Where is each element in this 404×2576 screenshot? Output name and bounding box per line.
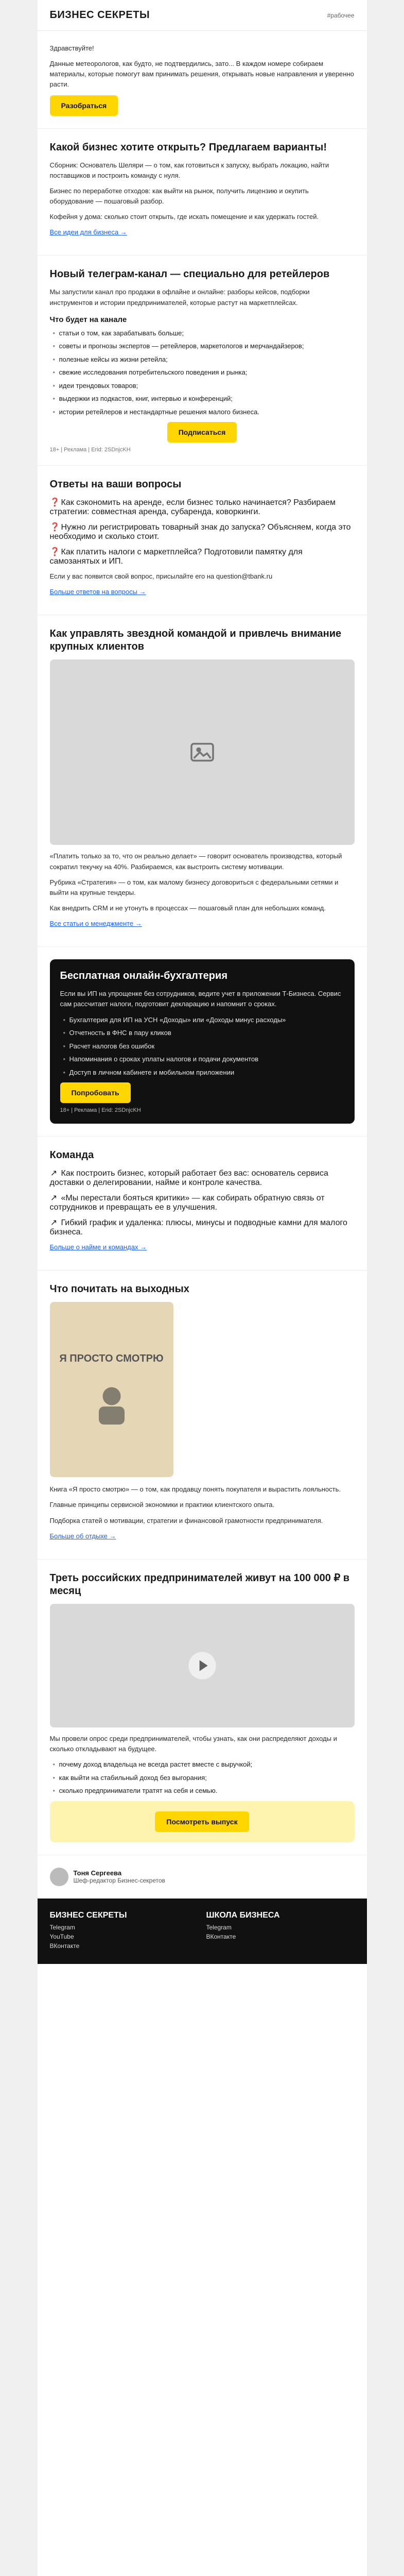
team-section <box>38 1136 367 1270</box>
weekend-more-link[interactable]: Больше об отдыхе → <box>49 1532 116 1540</box>
telegram-channel-list-item: • свежие исследования потребительского поведения и рынка; <box>50 367 355 378</box>
accounting-card <box>50 959 355 1124</box>
telegram-channel-list-item: • статьи о том, как зарабатывать больше; <box>50 328 355 338</box>
telegram-channel-text: Мы запустили канал про продажи в офлайне и онлайне: разборы кейсов, подборки инструментов и истории предпринимателей, которые растут на маркетплейсах. <box>49 288 310 307</box>
intro-greeting: Здравствуйте! <box>49 44 94 52</box>
management-section <box>38 615 367 946</box>
intro-cta-button[interactable]: Разобраться <box>50 95 118 116</box>
qa-email-note: Если у вас появится свой вопрос, присылайте его на question@tbank.ru <box>49 572 273 581</box>
book-title: Я ПРОСТО СМОТРЮ <box>59 1352 164 1364</box>
accounting-list-item: • Отчетность в ФНС в пару кликов <box>60 1028 344 1038</box>
business-ideas-section <box>38 128 367 256</box>
team-more-link[interactable]: Больше о найме и командах → <box>49 1243 147 1251</box>
accounting-section <box>38 946 367 1136</box>
management-paragraph-3[interactable]: Как внедрить CRM и не утонуть в процессах — пошаговый план для небольших команд. <box>49 904 326 912</box>
ad-meta: 18+ | Реклама | Erid: 2SDnjcKH <box>49 447 131 453</box>
footer-col-left <box>50 1911 198 1952</box>
arrow-icon: ↗ <box>50 1169 58 1178</box>
telegram-channel-list-item: • советы и прогнозы экспертов — ретейлеров, маркетологов и мерчандайзеров; <box>50 341 355 351</box>
accounting-list-item: • Бухгалтерия для ИП на УСН «Доходы» или «Доходы минус расходы» <box>60 1015 344 1025</box>
footer-link-vk-right[interactable]: ВКонтакте <box>206 1933 236 1941</box>
qa-more-link[interactable]: Больше ответов на вопросы → <box>49 588 146 596</box>
business-idea-item-1[interactable]: Сборник: Основатель Шеляри — о том, как готовиться к запуску, выбрать локацию, найти поставщиков и построить команду с нуля. <box>49 161 329 179</box>
income-list-item: • почему доход владельца не всегда растет вместе с выручкой; <box>50 1759 355 1770</box>
qa-item-1[interactable] <box>50 497 355 517</box>
qa-item-text: Нужно ли регистрировать товарный знак до запуска? Объясняем, когда это необходимо и сколько стоит. <box>49 523 351 541</box>
team-item-2[interactable] <box>50 1193 355 1212</box>
telegram-channel-list-item: • полезные кейсы из жизни ретейла; <box>50 354 355 365</box>
brand-logo[interactable]: БИЗНЕС СЕКРЕТЫ <box>49 9 150 21</box>
author-avatar <box>50 1868 68 1886</box>
footer-link-youtube-left[interactable]: YouTube <box>49 1933 74 1941</box>
author-role: Шеф-редактор Бизнес-секретов <box>73 1877 165 1885</box>
telegram-channel-list-item: • истории ретейлеров и нестандартные решения малого бизнеса. <box>50 407 355 417</box>
issue-tag[interactable]: #рабочее <box>327 11 355 19</box>
question-icon: ❓ <box>49 523 60 532</box>
arrow-icon: ↗ <box>50 1218 58 1228</box>
footer <box>38 1899 367 1964</box>
income-cta-wrap <box>60 1811 344 1832</box>
management-paragraph-2[interactable]: Рубрика «Стратегия» — о том, как малому бизнесу договориться с федеральными сетями и выйти на крупные тендеры. <box>49 878 339 896</box>
weekend-item-3[interactable]: Подборка статей о мотивации, стратегии и финансовой грамотности предпринимателя. <box>49 1516 323 1524</box>
management-title: Как управлять звездной командой и привлечь внимание крупных клиентов <box>49 628 342 653</box>
telegram-channel-list-title: Что будет на канале <box>49 315 127 324</box>
income-intro: Мы провели опрос среди предпринимателей, чтобы узнать, как они распределяют доходы и сколько откладывают на будущее. <box>49 1734 337 1753</box>
telegram-channel-list-item: • идеи трендовых товаров; <box>50 381 355 391</box>
image-icon <box>188 738 217 767</box>
income-video-thumbnail[interactable] <box>50 1604 355 1727</box>
try-button[interactable]: Попробовать <box>60 1082 131 1103</box>
footer-brand-right[interactable]: ШКОЛА БИЗНЕСА <box>206 1910 280 1920</box>
weekend-reading-title: Что почитать на выходных <box>49 1283 189 1295</box>
watch-episode-button[interactable]: Посмотреть выпуск <box>155 1811 249 1832</box>
accounting-text: Если вы ИП на упрощенке без сотрудников, ведите учет в приложении Т-Бизнеса. Сервис сам рассчитает налоги, подготовит декларацию и напомнит о сроках. <box>60 990 341 1008</box>
intro-section <box>38 31 367 128</box>
question-icon: ❓ <box>49 548 60 557</box>
accounting-meta: 18+ | Реклама | Erid: 2SDnjcKH <box>60 1107 141 1114</box>
management-more-link[interactable]: Все статьи о менеджменте → <box>49 920 142 928</box>
management-photo <box>50 659 355 845</box>
author-section <box>38 1855 367 1899</box>
income-cta-card <box>50 1801 355 1842</box>
accounting-title: Бесплатная онлайн-бухгалтерия <box>60 970 227 982</box>
team-item-text: Как построить бизнес, который работает без вас: основатель сервиса доставки о делегировании, найме и контроле качества. <box>49 1169 328 1188</box>
qa-item-text: Как платить налоги с маркетплейса? Подготовили памятку для самозанятых и ИП. <box>49 548 303 566</box>
intro-text: Данные метеорологов, как будто, не подтвердились, зато... В каждом номере собираем материалы, которые помогут вам принимать решения, открывать новые направления и уверенно расти. <box>49 60 354 89</box>
question-icon: ❓ <box>49 498 60 507</box>
team-title: Команда <box>49 1149 94 1161</box>
arrow-icon: ↗ <box>50 1194 58 1203</box>
accounting-list-item: • Напоминания о сроках уплаты налогов и подачи документов <box>60 1054 344 1064</box>
play-icon <box>186 1649 219 1682</box>
weekend-item-1[interactable]: Книга «Я просто смотрю» — о том, как продавцу понять покупателя и вырастить лояльность. <box>49 1485 341 1494</box>
team-item-1[interactable] <box>50 1168 355 1188</box>
business-idea-item-3[interactable]: Кофейня у дома: сколько стоит открыть, где искать помещение и как удержать гостей. <box>49 213 319 221</box>
email-wrapper <box>38 0 367 2576</box>
weekend-reading-section <box>38 1270 367 1559</box>
business-ideas-more-link[interactable]: Все идеи для бизнеса → <box>49 228 127 236</box>
weekend-item-2[interactable]: Главные принципы сервисной экономики и практики клиентского опыта. <box>49 1501 275 1509</box>
footer-link-telegram-left[interactable]: Telegram <box>49 1924 75 1931</box>
income-section <box>38 1559 367 1855</box>
book-row <box>50 1302 355 1477</box>
book-cover[interactable] <box>50 1302 173 1477</box>
author-name: Тоня Сергеева <box>73 1869 122 1877</box>
telegram-channel-list <box>50 328 355 417</box>
telegram-channel-section <box>38 255 367 465</box>
book-illustration-icon <box>81 1373 143 1435</box>
qa-section <box>38 465 367 615</box>
qa-item-3[interactable] <box>50 547 355 566</box>
income-list-item: • сколько предприниматели тратят на себя и семью. <box>50 1786 355 1796</box>
accounting-list-item: • Доступ в личном кабинете и мобильном приложении <box>60 1067 344 1078</box>
email-header <box>38 0 367 31</box>
footer-col-right <box>206 1911 355 1952</box>
qa-title: Ответы на ваши вопросы <box>49 479 182 490</box>
telegram-channel-list-item: • выдержки из подкастов, книг, интервью и конференций; <box>50 394 355 404</box>
team-item-text: «Мы перестали бояться критики» — как собирать обратную связь от сотрудников и превращать ее в улучшения. <box>49 1194 325 1212</box>
business-idea-item-2[interactable]: Бизнес по переработке отходов: как выйти на рынок, получить лицензию и окупить оборудование — пошаговый разбор. <box>49 187 309 205</box>
subscribe-button[interactable]: Подписаться <box>167 422 237 443</box>
telegram-channel-title: Новый телеграм-канал — специально для ретейлеров <box>49 268 330 280</box>
telegram-channel-cta-wrap <box>50 422 355 443</box>
qa-item-2[interactable] <box>50 522 355 541</box>
footer-link-vk-left[interactable]: ВКонтакте <box>49 1942 80 1950</box>
income-title: Треть российских предпринимателей живут на 100 000 ₽ в месяц <box>49 1572 350 1597</box>
author-block <box>50 1868 355 1886</box>
business-ideas-title: Какой бизнес хотите открыть? Предлагаем варианты! <box>49 141 327 153</box>
footer-brand-left[interactable]: БИЗНЕС СЕКРЕТЫ <box>49 1910 127 1920</box>
qa-item-text: Как сэкономить на аренде, если бизнес только начинается? Разбираем стратегии: совместная аренда, субаренда, коворкинги. <box>49 498 336 517</box>
accounting-list <box>60 1015 344 1078</box>
income-list-item: • как выйти на стабильный доход без выгорания; <box>50 1773 355 1783</box>
footer-link-telegram-right[interactable]: Telegram <box>206 1924 232 1931</box>
team-item-text: Гибкий график и удаленка: плюсы, минусы и подводные камни для малого бизнеса. <box>49 1218 347 1237</box>
management-paragraph-1[interactable]: «Платить только за то, что он реально делает» — говорит основатель производства, который сократил текучку на 40%. Разбираемся, как выстроить систему мотивации. <box>49 852 342 871</box>
accounting-list-item: • Расчет налогов без ошибок <box>60 1041 344 1052</box>
income-list <box>50 1759 355 1796</box>
team-item-3[interactable] <box>50 1217 355 1237</box>
